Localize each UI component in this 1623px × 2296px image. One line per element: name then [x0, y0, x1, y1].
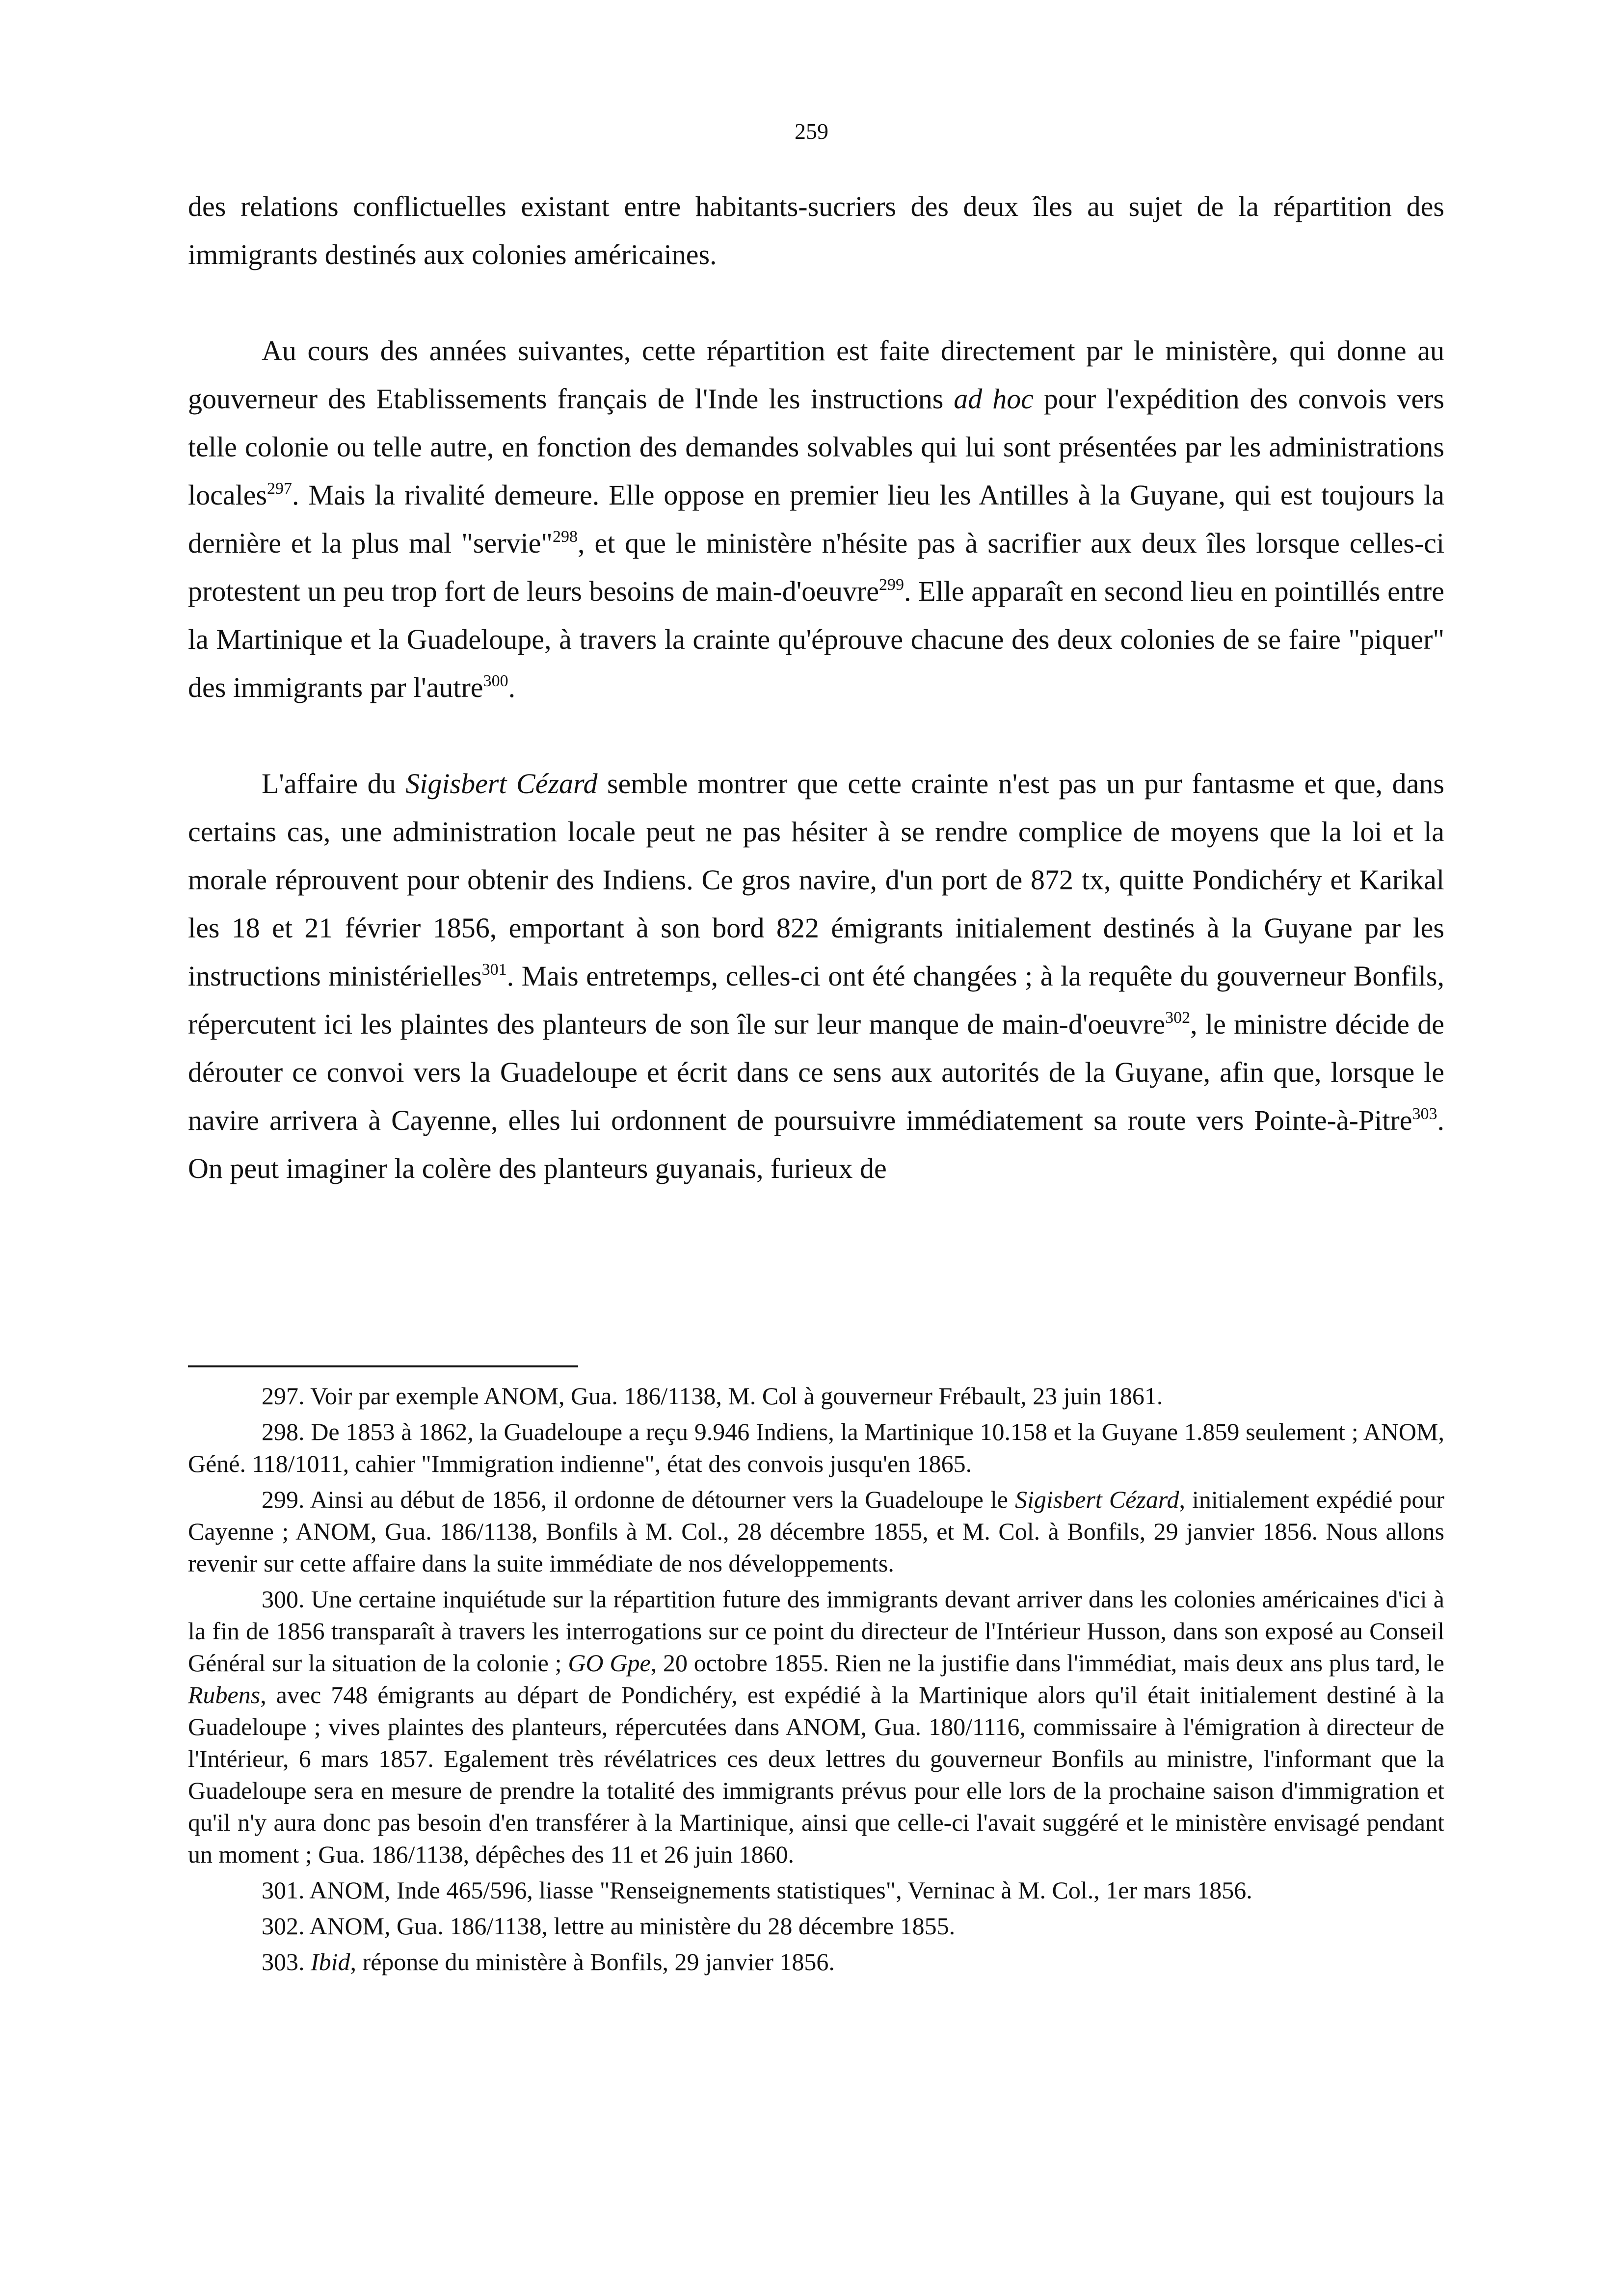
footnote-ref: 298 — [552, 528, 578, 546]
text-run: ANOM, Inde 465/596, liasse "Renseignements statistiques", Verninac à M. Col., 1er mars 1856. — [309, 1876, 1252, 1904]
page-number: 259 — [795, 119, 828, 144]
italic-text: Rubens — [188, 1681, 261, 1709]
text-run: De 1853 à 1862, la Guadeloupe a reçu 9.946 Indiens, la Martinique 10.158 et la Guyane 1.859 seulement ; ANOM, Géné. 118/1011, cahier "Immigration indienne", état des convois jusqu'en 1865. — [188, 1418, 1444, 1477]
italic-text: ad hoc — [954, 383, 1034, 415]
footnote-number: 302. — [262, 1912, 305, 1940]
italic-text: Ibid — [311, 1948, 350, 1976]
text-run: pour l'expédition des convois vers telle colonie ou telle autre, en fonction des demandes solvables qui lui sont présentées par les administrations locales — [188, 383, 1444, 511]
paragraph — [188, 760, 1444, 1193]
footnote-number: 303. — [262, 1948, 305, 1976]
footnote-number: 301. — [262, 1876, 305, 1904]
footnote-number: 297. — [262, 1382, 305, 1410]
paragraph-spacer — [188, 712, 1444, 760]
text-run: Ainsi au début de 1856, il ordonne de détourner vers la Guadeloupe le — [310, 1486, 1015, 1513]
paragraph — [188, 183, 1444, 279]
paragraph-spacer — [188, 279, 1444, 327]
footnote-ref: 297 — [267, 480, 293, 498]
text-run: Voir par exemple ANOM, Gua. 186/1138, M. Col à gouverneur Frébault, 23 juin 1861. — [310, 1382, 1163, 1410]
footnote-ref: 300 — [483, 672, 508, 690]
text-run: . Elle apparaît en second lieu en pointillés entre la Martinique et la Guadeloupe, à travers la crainte qu'éprouve chacune des deux colonies de se faire "piquer" des immigrants par l'autre — [188, 575, 1444, 703]
text-run: des relations conflictuelles existant entre habitants-sucriers des deux îles au sujet de la répartition des immigrants destinés aux colonies américaines. — [188, 190, 1444, 270]
text-run: , avec 748 émigrants au départ de Pondichéry, est expédié à la Martinique alors qu'il était initialement destiné à la Guadeloupe ; vives plaintes des planteurs, répercutées dans ANOM, Gua. 180/1116, commissaire à l'émigration à directeur de l'Intérieur, 6 mars 1857. Egalement très révélatrices ces deux lettres du gouverneur Bonfils au ministre, l'informant que la Guadeloupe sera en mesure de prendre la totalité des immigrants prévus pour elle lors de la prochaine saison d'immigration et qu'il n'y aura donc pas besoin d'en transférer à la Martinique, ainsi que celle-ci l'avait suggéré et le ministère envisagé pendant un moment ; Gua. 186/1138, dépêches des 11 et 26 juin 1860. — [188, 1681, 1444, 1868]
text-run: ANOM, Gua. 186/1138, lettre au ministère du 28 décembre 1855. — [309, 1912, 956, 1940]
footnote — [188, 1416, 1444, 1480]
footnote — [188, 1380, 1444, 1412]
footnote-number: 300. — [262, 1585, 305, 1613]
body-text — [188, 183, 1444, 1193]
footnotes — [188, 1380, 1444, 1982]
footnote-ref: 301 — [481, 961, 507, 979]
text-run: Au cours des années suivantes, cette répartition est faite directement par le ministère, qui donne au gouverneur des Etablissements français de l'Inde les instructions — [188, 335, 1444, 415]
text-run: . Mais la rivalité demeure. Elle oppose en premier lieu les Antilles à la Guyane, qui est toujours la dernière et la plus mal "servie" — [188, 479, 1444, 559]
text-run: L'affaire du — [262, 768, 406, 800]
text-run: . Mais entretemps, celles-ci ont été changées ; à la requête du gouverneur Bonfils, répercutent ici les plaintes des planteurs de son île sur leur manque de main-d'oeuvre — [188, 960, 1444, 1040]
footnote-ref: 299 — [879, 576, 905, 594]
footnote-ref: 303 — [1412, 1105, 1437, 1123]
italic-text: Sigisbert Cézard — [1015, 1486, 1179, 1513]
footnote — [188, 1874, 1444, 1906]
text-run: . On peut imaginer la colère des planteurs guyanais, furieux de — [188, 1104, 1444, 1184]
italic-text: Sigisbert Cézard — [405, 768, 598, 800]
text-run: , le ministre décide de dérouter ce convoi vers la Guadeloupe et écrit dans ce sens aux autorités de la Guyane, afin que, lorsque le navire arrivera à Cayenne, elles lui ordonnent de poursuivre immédiatement sa route vers Pointe-à-Pitre — [188, 1008, 1444, 1136]
footnote — [188, 1583, 1444, 1870]
text-run: , initialement expédié pour Cayenne ; ANOM, Gua. 186/1138, Bonfils à M. Col., 28 décembre 1855, et M. Col. à Bonfils, 29 janvier 1856. Nous allons revenir sur cette affaire dans la suite immédiate de nos développements. — [188, 1486, 1445, 1577]
paragraph — [188, 327, 1444, 712]
footnote — [188, 1910, 1444, 1942]
text-run: semble montrer que cette crainte n'est pas un pur fantasme et que, dans certains cas, une administration locale peut ne pas hésiter à se rendre complice de moyens que la loi et la morale réprouvent pour obtenir des Indiens. Ce gros navire, d'un port de 872 tx, quitte Pondichéry et Karikal les 18 et 21 février 1856, emportant à son bord 822 émigrants initialement destinés à la Guyane par les instructions ministérielles — [188, 768, 1444, 992]
footnote — [188, 1946, 1444, 1978]
text-run: , réponse du ministère à Bonfils, 29 janvier 1856. — [350, 1948, 835, 1976]
footnote-number: 298. — [262, 1418, 305, 1445]
footnote — [188, 1484, 1444, 1579]
italic-text: GO Gpe — [568, 1649, 651, 1677]
text-run: , 20 octobre 1855. Rien ne la justifie dans l'immédiat, mais deux ans plus tard, le — [650, 1649, 1444, 1677]
text-run: Une certaine inquiétude sur la répartition future des immigrants devant arriver dans les colonies américaines d'ici à la fin de 1856 transparaît à travers les interrogations sur ce point du directeur de l'Intérieur Husson, dans son exposé au Conseil Général sur la situation de la colonie ; — [188, 1585, 1445, 1677]
footnote-ref: 302 — [1165, 1009, 1191, 1027]
footnote-separator — [188, 1365, 578, 1367]
text-run: . — [508, 671, 516, 703]
text-run: , et que le ministère n'hésite pas à sacrifier aux deux îles lorsque celles-ci protestent un peu trop fort de leurs besoins de main-d'oeuvre — [188, 527, 1444, 607]
footnote-number: 299. — [262, 1486, 305, 1513]
